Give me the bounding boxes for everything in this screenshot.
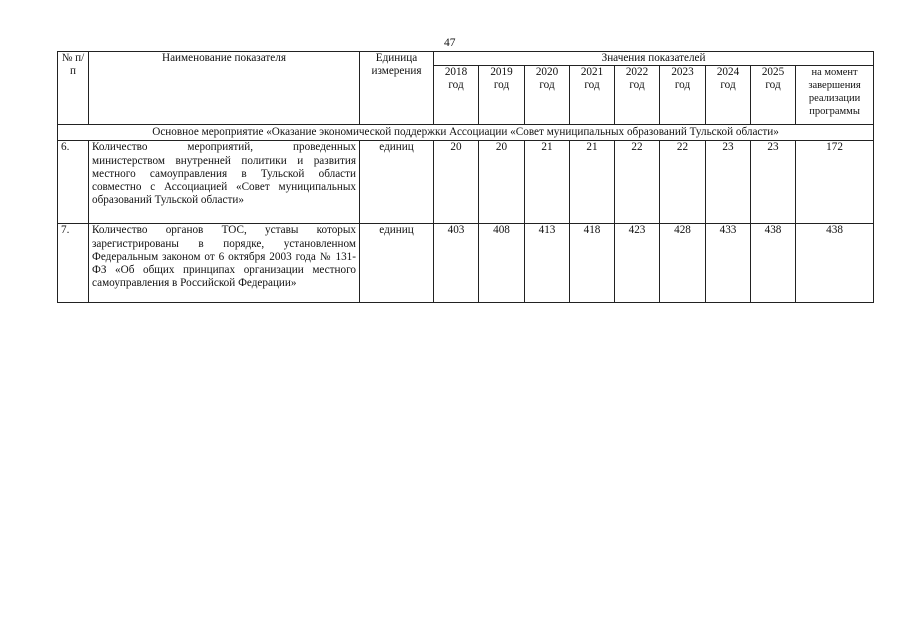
row-value: 408	[479, 224, 525, 303]
header-year: 2024 год	[706, 66, 751, 125]
page-number: 47	[444, 37, 456, 49]
row-unit: единиц	[360, 224, 434, 303]
header-year: 2020 год	[525, 66, 570, 125]
row-value: 23	[751, 141, 796, 224]
header-year: 2023 год	[660, 66, 706, 125]
row-unit: единиц	[360, 141, 434, 224]
row-value: 438	[751, 224, 796, 303]
row-value: 22	[615, 141, 660, 224]
row-value: 428	[660, 224, 706, 303]
row-name: Количество мероприятий, проведенных министерством внутренней политики и развития местного самоуправления в Тульской области совместно с Ассоциацией «Совет муниципальных образований Тульской области»	[89, 141, 360, 224]
row-final: 438	[796, 224, 874, 303]
row-value: 20	[434, 141, 479, 224]
header-year: 2018 год	[434, 66, 479, 125]
header-year: 2019 год	[479, 66, 525, 125]
section-title: Основное мероприятие «Оказание экономической поддержки Ассоциации «Совет муниципальных образований Тульской области»	[58, 125, 874, 141]
row-value: 423	[615, 224, 660, 303]
row-value: 21	[570, 141, 615, 224]
header-unit: Единица измерения	[360, 52, 434, 125]
header-values-group: Значения показателей	[434, 52, 874, 66]
header-name: Наименование показателя	[89, 52, 360, 125]
row-final: 172	[796, 141, 874, 224]
row-num: 6.	[58, 141, 89, 224]
row-value: 21	[525, 141, 570, 224]
header-row-1	[58, 52, 874, 66]
row-value: 20	[479, 141, 525, 224]
section-row	[58, 125, 874, 141]
header-final: на момент завершения реализации программы	[796, 66, 874, 125]
row-value: 23	[706, 141, 751, 224]
header-year: 2021 год	[570, 66, 615, 125]
header-num: № п/п	[58, 52, 89, 125]
table-row	[58, 224, 874, 303]
row-value: 413	[525, 224, 570, 303]
row-num: 7.	[58, 224, 89, 303]
row-value: 22	[660, 141, 706, 224]
row-value: 433	[706, 224, 751, 303]
indicators-table	[57, 51, 874, 303]
row-value: 418	[570, 224, 615, 303]
row-value: 403	[434, 224, 479, 303]
header-year: 2022 год	[615, 66, 660, 125]
header-year: 2025 год	[751, 66, 796, 125]
row-name: Количество органов ТОС, уставы которых зарегистрированы в порядке, установленном Федеральным законом от 6 октября 2003 года № 131-ФЗ «Об общих принципах организации местного самоуправления в Российской Федерации»	[89, 224, 360, 303]
table-row	[58, 141, 874, 224]
